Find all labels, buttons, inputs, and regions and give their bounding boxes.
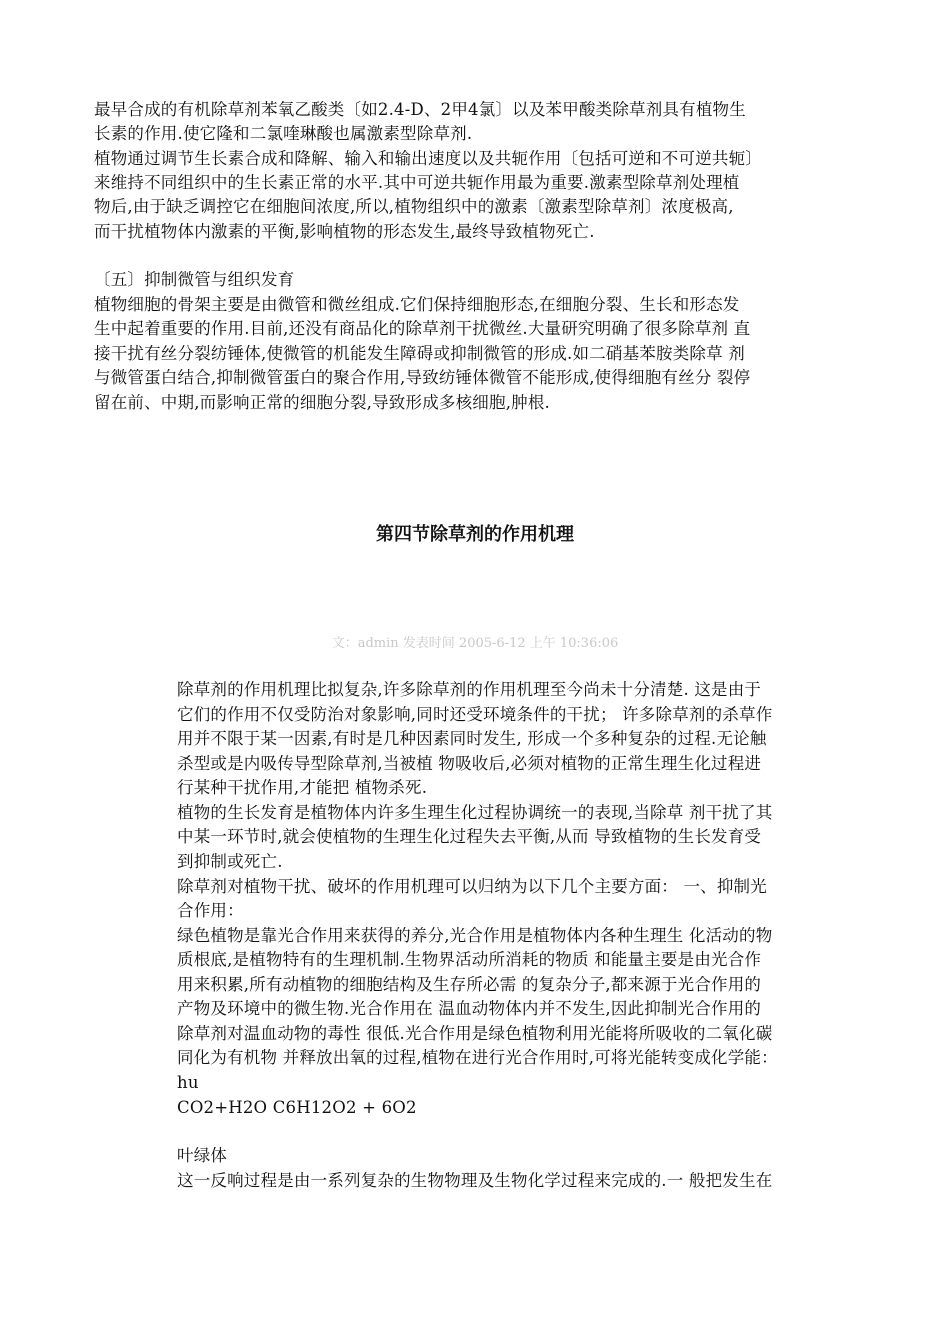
text-line: 与微管蛋白结合,抑制微管蛋白的聚合作用,导致纺锤体微管不能形成,使得细胞有丝分 裂停: [94, 368, 751, 387]
text-line: 质根底,是植物特有的生理机制.生物界活动所消耗的物质 和能量主要是由光合作: [177, 950, 762, 969]
text-line: 物后,由于缺乏调控它在细胞间浓度,所以,植物组织中的激素〔激素型除草剂〕浓度极高,: [94, 197, 734, 216]
text-line: 绿色植物是靠光合作用来获得的养分,光合作用是植物体内各种生理生 化活动的物: [177, 926, 773, 945]
text-line: 杀型或是内吸传导型除草剂,当被植 物吸收后,必须对植物的正常生理生化过程进: [177, 754, 762, 773]
chemical-equation: CO2+H2O C6H12O2 + 6O2: [177, 1098, 417, 1117]
section-title: 第四节除草剂的作用机理: [376, 524, 574, 545]
text-line: 行某种干扰作用,才能把 植物杀死.: [177, 778, 428, 797]
text-line: 到抑制或死亡.: [177, 852, 283, 871]
text-line: 最早合成的有机除草剂苯氧乙酸类〔如2.4-D、2甲4氯〕以及苯甲酸类除草剂具有植物生: [94, 100, 746, 119]
text-line: 而干扰植物体内激素的平衡,影响植物的形态发生,最终导致植物死亡.: [94, 222, 595, 241]
text-line: 同化为有机物 并释放出氧的过程,植物在进行光合作用时,可将光能转变成化学能：: [177, 1048, 778, 1067]
text-line: 它们的作用不仅受防治对象影响,同时还受环境条件的干扰； 许多除草剂的杀草作: [177, 705, 773, 724]
text-line: 用来积累,所有动植物的细胞结构及生存所必需 的复杂分子,都来源于光合作用的: [177, 975, 762, 994]
post-meta: 文：admin 发表时间 2005-6-12 上午 10:36:06: [331, 636, 619, 651]
subsection-heading: 〔五〕抑制微管与组织发育: [94, 270, 295, 289]
text-line: 植物通过调节生长素合成和降解、输入和输出速度以及共轭作用〔包括可逆和不可逆共轭〕: [94, 149, 762, 168]
text-line: 除草剂的作用机理比拟复杂,许多除草剂的作用机理至今尚未十分清楚. 这是由于: [177, 680, 762, 699]
text-line: 合作用：: [177, 901, 244, 920]
text-line: 植物的生长发育是植物体内许多生理生化过程协调统一的表现,当除草 剂干扰了其: [177, 803, 773, 822]
text-line: 留在前、中期,而影响正常的细胞分裂,导致形成多核细胞,肿根.: [94, 393, 550, 412]
formula-annotation: hu: [177, 1073, 199, 1092]
formula-annotation: 叶绿体: [177, 1146, 228, 1165]
text-line: 中某一环节时,就会使植物的生理生化过程失去平衡,从而 导致植物的生长发育受: [177, 827, 762, 846]
text-line: 除草剂对温血动物的毒性 很低.光合作用是绿色植物利用光能将所吸收的二氧化碳: [177, 1024, 773, 1043]
text-line: 除草剂对植物干扰、破坏的作用机理可以归纳为以下几个主要方面： 一、抑制光: [177, 877, 767, 896]
text-line: 来维持不同组织中的生长素正常的水平.其中可逆共轭作用最为重要.激素型除草剂处理植: [94, 173, 740, 192]
text-line: 产物及环境中的微生物.光合作用在 温血动物体内并不发生,因此抑制光合作用的: [177, 999, 762, 1018]
text-line: 用并不限于某一因素,有时是几种因素同时发生, 形成一个多种复杂的过程.无论触: [177, 729, 767, 748]
text-line: 长素的作用.使它隆和二氯喹琳酸也属激素型除草剂.: [94, 124, 473, 143]
text-line: 植物细胞的骨架主要是由微管和微丝组成.它们保持细胞形态,在细胞分裂、生长和形态发: [94, 295, 740, 314]
text-line: 接干扰有丝分裂纺锤体,使微管的机能发生障碍或抑制微管的形成.如二硝基苯胺类除草 剂: [94, 344, 745, 363]
text-line: 这一反响过程是由一系列复杂的生物物理及生物化学过程来完成的.一 般把发生在: [177, 1171, 773, 1190]
text-line: 生中起着重要的作用.目前,还没有商品化的除草剂干扰微丝.大量研究明确了很多除草剂 直: [94, 319, 751, 338]
